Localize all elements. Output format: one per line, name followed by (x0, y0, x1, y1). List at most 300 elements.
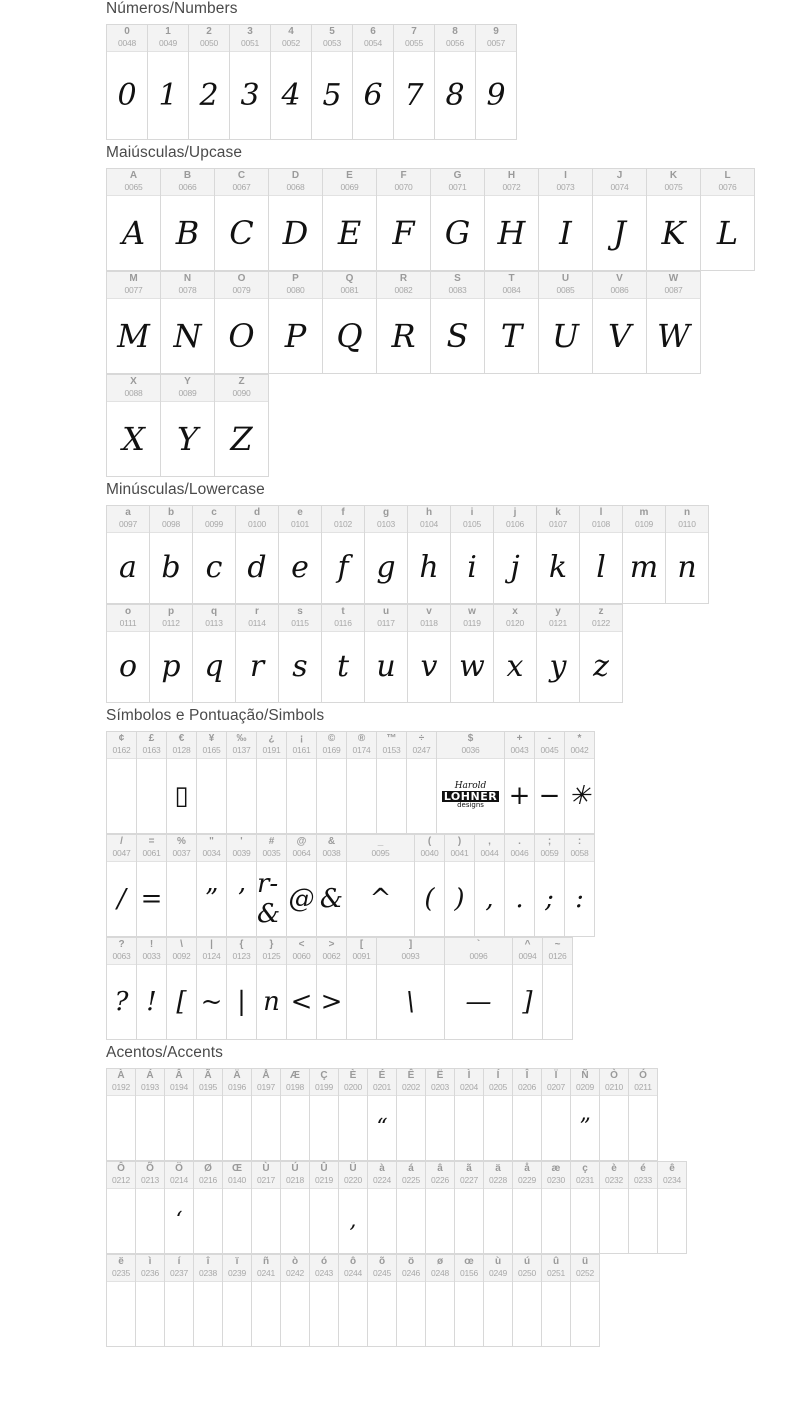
glyph-header (279, 506, 321, 533)
glyph-cell[interactable] (107, 605, 150, 703)
glyph-char-label: ú (523, 1256, 531, 1267)
glyph-cell[interactable] (227, 732, 257, 834)
glyph-cell[interactable] (451, 605, 494, 703)
glyph-cell[interactable] (269, 169, 323, 271)
glyph-header (513, 1255, 541, 1282)
glyph-sample (426, 1282, 454, 1346)
glyph-code-label: 0169 (322, 745, 341, 755)
glyph-code-label: 0122 (591, 618, 611, 628)
glyph-char-label: Ç (320, 1070, 328, 1081)
glyph-cell[interactable] (455, 1069, 484, 1161)
glyph-cell[interactable] (426, 1162, 455, 1254)
glyph-cell[interactable] (136, 1069, 165, 1161)
glyph-cell[interactable] (368, 1255, 397, 1347)
glyph-sample: r-& (257, 868, 281, 929)
glyph-code-label: 0094 (518, 951, 537, 961)
glyph-cell[interactable] (593, 169, 647, 271)
glyph-sample: f (337, 550, 349, 586)
glyph-sample: a (119, 550, 137, 586)
glyph-cell[interactable] (542, 1255, 571, 1347)
glyph-header (279, 605, 321, 632)
logo-line-2: LOHNER (443, 790, 498, 804)
glyph-cell[interactable] (484, 1069, 513, 1161)
glyph-sample: 3 (240, 77, 260, 113)
glyph-header (629, 1069, 657, 1096)
glyph-cell[interactable] (513, 1255, 542, 1347)
glyph-sample: 2 (199, 77, 219, 113)
glyph-cell[interactable] (193, 506, 236, 604)
glyph-code-label: 0228 (488, 1175, 508, 1185)
glyph-sample (347, 759, 376, 833)
glyph-char-label: ] (408, 939, 413, 950)
glyph-cell[interactable] (197, 732, 227, 834)
glyph-code-label: 0119 (463, 618, 481, 628)
glyph-cell[interactable] (397, 1162, 426, 1254)
glyph-cell[interactable] (580, 506, 623, 604)
glyph-sample (197, 759, 226, 833)
glyph-cell[interactable] (394, 25, 435, 140)
glyph-char-label: : (577, 836, 582, 847)
glyph-cell[interactable] (539, 272, 593, 374)
glyph-cell[interactable] (148, 25, 189, 140)
glyph-cell[interactable] (571, 1255, 600, 1347)
glyph-cell[interactable] (269, 272, 323, 374)
glyph-cell[interactable] (165, 1255, 194, 1347)
glyph-char-label: b (167, 507, 175, 518)
glyph-header (394, 25, 434, 52)
glyph-code-label: 0224 (372, 1175, 392, 1185)
glyph-header (107, 732, 136, 759)
glyph-code-label: 0047 (112, 848, 131, 858)
glyph-cell[interactable] (431, 272, 485, 374)
glyph-cell[interactable] (193, 605, 236, 703)
glyph-cell[interactable] (236, 605, 279, 703)
glyph-cell[interactable] (377, 169, 431, 271)
glyph-cell[interactable] (165, 1162, 194, 1254)
glyph-sample: B (175, 213, 200, 252)
glyph-cell[interactable] (323, 169, 377, 271)
glyph-cell[interactable] (215, 272, 269, 374)
glyph-header (257, 938, 286, 965)
glyph-cell[interactable] (647, 169, 701, 271)
glyph-header (161, 272, 214, 299)
glyph-sample: k (548, 550, 568, 586)
glyph-cell[interactable] (365, 506, 408, 604)
glyph-sample (542, 1282, 570, 1346)
glyph-sample: n (677, 550, 697, 586)
glyph-code-label: 0196 (227, 1082, 247, 1092)
glyph-code-label: 0244 (343, 1268, 363, 1278)
glyph-cell[interactable] (494, 605, 537, 703)
glyph-cell[interactable] (353, 25, 394, 140)
glyph-cell[interactable] (287, 835, 317, 937)
glyph-code-label: 0126 (548, 951, 567, 961)
glyph-cell[interactable] (600, 1162, 629, 1254)
glyph-cell[interactable] (107, 938, 137, 1040)
glyph-cell[interactable] (535, 835, 565, 937)
glyph-cell[interactable] (397, 1255, 426, 1347)
glyph-cell[interactable] (647, 272, 701, 374)
glyph-cell[interactable] (287, 938, 317, 1040)
glyph-char-label: / (120, 836, 123, 847)
section-title: Números/Numbers (106, 0, 238, 17)
glyph-cell[interactable] (600, 1069, 629, 1161)
glyph-cell[interactable] (137, 938, 167, 1040)
glyph-header (215, 375, 268, 402)
glyph-char-label: M (129, 273, 138, 284)
glyph-cell[interactable] (323, 272, 377, 374)
glyph-cell[interactable] (194, 1162, 223, 1254)
glyph-char-label: } (269, 939, 274, 950)
glyph-cell[interactable] (223, 1162, 252, 1254)
glyph-cell[interactable] (317, 938, 347, 1040)
glyph-cell[interactable] (317, 835, 347, 937)
glyph-sample (455, 1282, 483, 1346)
glyph-header (542, 1162, 570, 1189)
glyph-cell[interactable] (565, 732, 595, 834)
glyph-char-label: 9 (493, 26, 499, 37)
glyph-sample: > (320, 986, 343, 1017)
glyph-header (165, 1255, 193, 1282)
glyph-cell[interactable] (431, 169, 485, 271)
glyph-cell[interactable] (435, 25, 476, 140)
glyph-cell[interactable] (281, 1069, 310, 1161)
glyph-char-label: L (724, 170, 731, 181)
glyph-cell[interactable] (150, 605, 193, 703)
glyph-code-label: 0125 (262, 951, 281, 961)
glyph-cell[interactable] (107, 375, 161, 477)
glyph-cell[interactable] (136, 1255, 165, 1347)
glyph-code-label: 0108 (591, 519, 611, 529)
glyph-row (106, 1068, 658, 1161)
glyph-cell[interactable] (623, 506, 666, 604)
glyph-header (227, 835, 256, 862)
glyph-char-label: u (382, 606, 390, 617)
glyph-char-label: É (378, 1070, 386, 1081)
glyph-code-label: 0044 (480, 848, 499, 858)
glyph-header (415, 835, 444, 862)
glyph-cell[interactable] (542, 1069, 571, 1161)
glyph-header (230, 25, 270, 52)
glyph-cell[interactable] (161, 169, 215, 271)
glyph-char-label: g (382, 507, 390, 518)
glyph-cell[interactable] (257, 835, 287, 937)
glyph-sample: n (263, 986, 280, 1017)
glyph-cell[interactable] (535, 732, 565, 834)
glyph-code-label: 0071 (448, 182, 467, 192)
glyph-header (580, 605, 622, 632)
glyph-cell[interactable] (227, 938, 257, 1040)
glyph-cell[interactable] (542, 1162, 571, 1254)
glyph-cell[interactable] (475, 835, 505, 937)
glyph-cell[interactable] (537, 506, 580, 604)
glyph-header (107, 605, 149, 632)
glyph-cell[interactable] (445, 835, 475, 937)
glyph-code-label: 0197 (256, 1082, 276, 1092)
glyph-header (197, 732, 226, 759)
glyph-cell[interactable] (107, 25, 148, 140)
glyph-sample: A (121, 213, 146, 252)
glyph-char-label: î (206, 1256, 210, 1267)
glyph-cell[interactable] (257, 732, 287, 834)
glyph-cell[interactable] (310, 1069, 339, 1161)
glyph-cell[interactable] (310, 1162, 339, 1254)
glyph-cell[interactable] (197, 938, 227, 1040)
glyph-cell[interactable] (415, 835, 445, 937)
glyph-cell[interactable] (167, 835, 197, 937)
glyph-sample: [ (176, 986, 187, 1017)
glyph-cell[interactable] (107, 1069, 136, 1161)
glyph-cell[interactable] (537, 605, 580, 703)
glyph-cell[interactable] (271, 25, 312, 140)
glyph-cell[interactable] (194, 1255, 223, 1347)
glyph-cell[interactable] (322, 506, 365, 604)
glyph-char-label: k (555, 507, 561, 518)
glyph-cell[interactable] (365, 605, 408, 703)
glyph-code-label: 0110 (678, 519, 696, 529)
glyph-cell[interactable] (197, 835, 227, 937)
glyph-char-label: c (211, 507, 217, 518)
glyph-cell[interactable] (223, 1255, 252, 1347)
glyph-sample: − (538, 780, 561, 811)
glyph-cell[interactable] (426, 1069, 455, 1161)
glyph-sample (397, 1189, 425, 1253)
glyph-cell[interactable] (137, 732, 167, 834)
glyph-cell[interactable] (223, 1069, 252, 1161)
glyph-cell[interactable] (368, 1162, 397, 1254)
glyph-cell[interactable] (137, 835, 167, 937)
glyph-sample: \ (406, 986, 415, 1017)
glyph-char-label: © (327, 733, 336, 744)
glyph-header (571, 1069, 599, 1096)
glyph-sample (339, 1096, 367, 1160)
glyph-cell[interactable] (161, 375, 215, 477)
glyph-header (484, 1162, 512, 1189)
glyph-cell[interactable] (580, 605, 623, 703)
glyph-code-label: 0068 (286, 182, 305, 192)
glyph-cell[interactable] (377, 272, 431, 374)
glyph-sample: 5 (322, 77, 342, 113)
glyph-header (165, 1162, 193, 1189)
glyph-cell[interactable] (408, 506, 451, 604)
glyph-cell[interactable] (377, 732, 407, 834)
glyph-cell[interactable] (107, 835, 137, 937)
glyph-char-label: 6 (370, 26, 376, 37)
glyph-cell[interactable] (107, 169, 161, 271)
glyph-sample (287, 759, 316, 833)
glyph-cell[interactable] (543, 938, 573, 1040)
glyph-cell[interactable] (107, 1255, 136, 1347)
glyph-code-label: 0038 (322, 848, 341, 858)
glyph-code-label: 0067 (232, 182, 251, 192)
glyph-cell[interactable] (347, 732, 377, 834)
glyph-sample: W (657, 316, 690, 355)
glyph-cell[interactable] (310, 1255, 339, 1347)
glyph-cell[interactable] (252, 1255, 281, 1347)
glyph-cell[interactable] (485, 272, 539, 374)
glyph-header (347, 732, 376, 759)
glyph-char-label: ä (495, 1163, 501, 1174)
glyph-header (542, 1069, 570, 1096)
glyph-cell[interactable] (455, 1162, 484, 1254)
glyph-char-label: _ (377, 836, 384, 847)
glyph-header (194, 1162, 222, 1189)
glyph-cell[interactable] (215, 375, 269, 477)
glyph-cell[interactable] (136, 1162, 165, 1254)
glyph-cell[interactable] (167, 938, 197, 1040)
glyph-cell[interactable] (167, 732, 197, 834)
glyph-header (476, 25, 516, 52)
glyph-code-label: 0069 (340, 182, 359, 192)
glyph-sample (137, 759, 166, 833)
glyph-char-label: ' (240, 836, 243, 847)
glyph-header (148, 25, 188, 52)
glyph-cell[interactable] (408, 605, 451, 703)
glyph-cell[interactable] (322, 605, 365, 703)
glyph-cell[interactable] (445, 938, 513, 1040)
glyph-cell[interactable] (215, 169, 269, 271)
glyph-cell[interactable] (666, 506, 709, 604)
glyph-sample: ) (454, 883, 465, 914)
section-title: Símbolos e Pontuação/Simbols (106, 707, 325, 724)
glyph-cell[interactable] (279, 506, 322, 604)
glyph-char-label: 3 (247, 26, 253, 37)
glyph-cell[interactable] (236, 506, 279, 604)
glyph-code-label: 0201 (372, 1082, 392, 1092)
glyph-cell[interactable] (629, 1069, 658, 1161)
glyph-header (317, 938, 346, 965)
glyph-code-label: 0045 (540, 745, 559, 755)
glyph-cell[interactable] (658, 1162, 687, 1254)
glyph-cell[interactable] (107, 732, 137, 834)
glyph-cell[interactable] (339, 1069, 368, 1161)
glyph-cell[interactable] (257, 938, 287, 1040)
glyph-cell[interactable] (513, 938, 543, 1040)
glyph-header (407, 732, 436, 759)
glyph-cell[interactable] (252, 1069, 281, 1161)
glyph-cell[interactable] (484, 1162, 513, 1254)
section-title: Minúsculas/Lowercase (106, 481, 265, 498)
glyph-code-label: 0156 (459, 1268, 479, 1278)
glyph-code-label: 0207 (546, 1082, 566, 1092)
glyph-code-label: 0214 (169, 1175, 189, 1185)
glyph-cell[interactable] (107, 1162, 136, 1254)
glyph-cell[interactable] (513, 1069, 542, 1161)
glyph-header (107, 1069, 135, 1096)
glyph-cell[interactable] (397, 1069, 426, 1161)
glyph-cell[interactable] (455, 1255, 484, 1347)
glyph-cell[interactable] (571, 1162, 600, 1254)
glyph-cell[interactable] (317, 732, 347, 834)
glyph-cell[interactable] (437, 732, 505, 834)
glyph-header (426, 1255, 454, 1282)
glyph-cell[interactable] (281, 1255, 310, 1347)
glyph-cell[interactable] (513, 1162, 542, 1254)
glyph-cell[interactable] (287, 732, 317, 834)
glyph-cell[interactable] (347, 835, 415, 937)
glyph-char-label: € (178, 733, 185, 744)
section-accents (0, 1044, 800, 1347)
glyph-char-label: O (237, 273, 246, 284)
glyph-header (593, 272, 646, 299)
glyph-cell[interactable] (571, 1069, 600, 1161)
glyph-cell[interactable] (347, 938, 377, 1040)
glyph-cell[interactable] (150, 506, 193, 604)
glyph-cell[interactable] (701, 169, 755, 271)
glyph-char-label: £ (148, 733, 155, 744)
glyph-cell[interactable] (339, 1255, 368, 1347)
glyph-code-label: 0056 (445, 38, 465, 48)
glyph-sample (455, 1096, 483, 1160)
glyph-char-label: N (183, 273, 192, 284)
glyph-code-label: 0161 (292, 745, 311, 755)
glyph-cell[interactable] (505, 835, 535, 937)
glyph-cell[interactable] (194, 1069, 223, 1161)
glyph-cell[interactable] (494, 506, 537, 604)
glyph-header (339, 1069, 367, 1096)
glyph-cell[interactable] (165, 1069, 194, 1161)
glyph-cell[interactable] (107, 506, 150, 604)
glyph-header (339, 1255, 367, 1282)
glyph-cell[interactable] (227, 835, 257, 937)
glyph-cell[interactable] (339, 1162, 368, 1254)
glyph-row (106, 937, 573, 1040)
glyph-cell[interactable] (485, 169, 539, 271)
glyph-cell[interactable] (539, 169, 593, 271)
glyph-code-label: 0124 (202, 951, 221, 961)
glyph-header (455, 1069, 483, 1096)
glyph-cell[interactable] (565, 835, 595, 937)
glyph-char-label: å (524, 1163, 530, 1174)
glyph-header (339, 1162, 367, 1189)
glyph-cell[interactable] (161, 272, 215, 374)
glyph-code-label: 0082 (394, 285, 413, 295)
glyph-cell[interactable] (312, 25, 353, 140)
glyph-code-label: 0219 (314, 1175, 334, 1185)
glyph-header (537, 605, 579, 632)
glyph-char-label: Q (345, 273, 354, 284)
glyph-header (257, 835, 286, 862)
glyph-char-label: Û (320, 1163, 328, 1174)
glyph-cell[interactable] (476, 25, 517, 140)
glyph-cell[interactable] (629, 1162, 658, 1254)
glyph-sample: U (552, 316, 579, 355)
glyph-header (136, 1162, 164, 1189)
glyph-char-label: @ (296, 836, 307, 847)
glyph-cell[interactable] (368, 1069, 397, 1161)
glyph-cell[interactable] (451, 506, 494, 604)
glyph-row (106, 731, 595, 834)
glyph-cell[interactable] (230, 25, 271, 140)
glyph-cell[interactable] (107, 272, 161, 374)
glyph-code-label: 0034 (202, 848, 221, 858)
glyph-cell[interactable] (426, 1255, 455, 1347)
glyph-code-label: 0226 (430, 1175, 450, 1185)
glyph-sample: D (282, 213, 309, 252)
glyph-sample: o (118, 649, 138, 685)
glyph-cell[interactable] (189, 25, 230, 140)
glyph-cell[interactable] (377, 938, 445, 1040)
glyph-cell[interactable] (279, 605, 322, 703)
glyph-cell[interactable] (407, 732, 437, 834)
glyph-char-label: À (117, 1070, 125, 1081)
glyph-cell[interactable] (593, 272, 647, 374)
glyph-cell[interactable] (505, 732, 535, 834)
glyph-cell[interactable] (252, 1162, 281, 1254)
glyph-cell[interactable] (281, 1162, 310, 1254)
glyph-code-label: 0089 (178, 388, 197, 398)
glyph-cell[interactable] (484, 1255, 513, 1347)
